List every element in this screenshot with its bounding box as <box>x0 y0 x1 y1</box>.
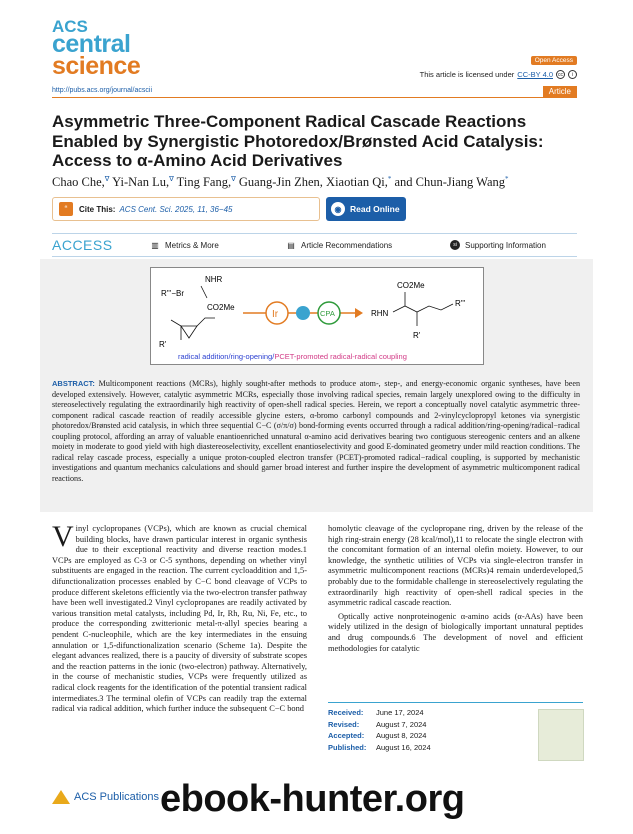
author[interactable]: and Chun-Jiang Wang <box>394 175 506 190</box>
toc-caption-part2: PCET-promoted radical-radical coupling <box>274 352 407 361</box>
metrics-label: Metrics & More <box>165 240 219 250</box>
access-label: ACCESS <box>52 237 113 253</box>
body-text: inyl cyclopropanes (VCPs), which are known as crucial chemical building blocks, have drawn particular interest in organic synthesis due to their exceptional reactivity and diverse reaction modes.1 VCPs are employed as C-3 or C-5 synthons, depending on whether vinyl substituents are engaged in the reaction. The current cycloaddition and 1,5-difunctionalization processes enabled by C−C bond cleavage of VCPs to produce different skeletons efficiently via the two-electron transfer pathway have been well investigated.2 Vinyl cyclopropanes are readily activated by various transition metal catalysts, including Pd, Ir, Rh, Ru, Ni, Fe, etc., to produce the corresponding zwitterionic metal-π-allyl species bearing a pendent C-nucleophile, which are the key intermediates in the ensuing annulation or 1,5-difunctionalization scenario (Scheme 1a). Despite the elegant advances realized, there is a paucity of diversity of substrate scopes and the reaction patterns in the ionic (two-electron) pathway. Alternatively, in the course of mechanistic studies, VCPs were frequently utilized as radical clock reagents for the identification of the potential transient radical intermediates.3 The terminal olefin of VCPs can readily trap the external radical via radical addition, which further induce the subsequent C−C bond <box>52 524 307 714</box>
cite-label: Cite This: <box>79 204 116 214</box>
url-bar <box>52 86 577 98</box>
author-mark: * <box>387 175 392 183</box>
cite-this-box[interactable] <box>52 197 320 221</box>
author-mark: ∇ <box>169 175 174 183</box>
by-icon: i <box>568 70 577 79</box>
si-icon: si <box>450 240 460 250</box>
supporting-info-label: Supporting Information <box>465 240 546 250</box>
body-column-right <box>328 524 583 654</box>
watermark: ebook-hunter.org <box>160 778 465 820</box>
supporting-info-link[interactable] <box>450 240 546 250</box>
bar-chart-icon: ▥ <box>151 240 159 250</box>
license-text: This article is licensed under <box>419 70 515 79</box>
author[interactable]: Ting Fang, <box>176 175 232 190</box>
body-paragraph: homolytic cleavage of the cyclopropane ring, driven by the release of the high ring-strain energy (28 kcal/mol),11 to relocate the single electron with the concomitant formation of an internal olefin moiety. However, to our knowledge, the synthetic utilities of VCPs via single-electron transfer in asymmetric multicomponent reactions (MCRs)4 remain underdeveloped,5 probably due to the formidable challenge in stereoselectively regulating the extraordinarily high reactivity of open-shell radical species in the asymmetric radical cascade reaction. <box>328 524 583 608</box>
acs-logo-icon <box>52 790 70 804</box>
author[interactable]: Yi-Nan Lu, <box>112 175 170 190</box>
citation-ref: ACS Cent. Sci. 2025, 11, 36−45 <box>119 204 233 214</box>
body-column-left <box>52 520 307 715</box>
date-label: Published: <box>328 742 367 752</box>
publisher-footer <box>52 790 159 804</box>
logo-line-acs: ACS <box>52 17 88 36</box>
reagent-bromide: R'''−Br <box>161 289 185 298</box>
read-online-icon: ◉ <box>331 202 345 216</box>
date-label: Received: <box>328 708 364 717</box>
toc-graphic <box>150 267 484 365</box>
recommendations-label: Article Recommendations <box>301 240 393 250</box>
cc-icon: cc <box>558 71 563 78</box>
author-mark: * <box>505 175 509 183</box>
date-value: August 16, 2024 <box>376 742 431 752</box>
toc-caption <box>178 352 407 361</box>
date-value: June 17, 2024 <box>376 708 424 717</box>
abstract <box>52 379 580 484</box>
author-mark: ∇ <box>104 175 110 183</box>
abstract-text: Multicomponent reactions (MCRs), highly sought-after methods to produce atom-, step-, and energy-economic organic syntheses, have been developed extensively. However, catalytic asymmetric MCRs, especially those involving radical species, remain largely unexplored owing to the difficulty in stereoselectively regulating the extraordinarily high reactivity of open-shell radical species. Herein, we report a conceptually novel catalytic asymmetric three-component radical cascade reaction of readily accessible glycine esters, α-bromo carbonyl compounds and 2-vinylcyclopropyl ketones via synergistic photoredox/Brønsted acid catalysis, in which three sequential C−C (σ/π/σ) bond-forming events occurred through a radical addition/ring-opening/radical−radical coupling protocol, affording an array of valuable enantioenriched unnatural α-amino acid derivatives bearing two contiguous stereogenic centers and an alkene moiety in moderate to good yield with high diastereoselectivity, excellent enantioselectivity and good E-dominated geometry under mild reaction conditions. The radical relay cascade process, especially a unique proton-coupled electron transfer (PCET)-promoted radical−radical coupling, is supported by mechanistic investigations and quantum mechanics calculations and should garner broad interest and further inspire the development of asymmetric multicomponent radical reactions. <box>52 379 580 483</box>
article-title: Asymmetric Three-Component Radical Cascade Reactions Enabled by Synergistic Photoredox/Brønsted Acid Catalysis: Access to α-Amino Acid Derivatives <box>52 112 544 170</box>
open-access-badge: Open Access <box>531 56 577 65</box>
body-paragraph <box>52 520 307 715</box>
ir-catalyst-label: Ir <box>272 309 279 320</box>
light-icon <box>296 306 310 320</box>
toc-caption-part1: radical addition/ring-opening/ <box>178 352 275 361</box>
metrics-link[interactable] <box>150 240 286 250</box>
cpa-catalyst-label: CPA <box>320 309 335 318</box>
reagent-ester: CO2Me <box>207 303 235 312</box>
product-r1: R' <box>413 331 421 340</box>
date-value: August 8, 2024 <box>376 731 427 740</box>
author[interactable]: Chao Che, <box>52 175 105 190</box>
license-line <box>420 70 577 79</box>
dropcap: V <box>52 520 74 553</box>
article-type-tag: Article <box>543 86 577 98</box>
body-paragraph: Optically active nonproteinogenic α-amino acids (α-AAs) have been widely utilized in the design of biologically important unnatural peptides and drug compounds.6 The development of novel and efficient methodologies for catalytic <box>328 611 583 653</box>
product-amine: RHN <box>371 309 389 318</box>
read-online-label: Read Online <box>350 204 400 214</box>
reagent-amine: NHR <box>205 275 223 284</box>
author-list <box>52 175 509 190</box>
author-mark: ∇ <box>231 175 236 183</box>
document-icon: ▤ <box>287 240 295 250</box>
date-label: Revised: <box>328 719 360 729</box>
quote-icon: “ <box>59 202 73 216</box>
issue-thumbnail[interactable] <box>538 709 584 761</box>
journal-logo <box>52 17 141 80</box>
author[interactable]: Guang-Jin Zhen, Xiaotian Qi, <box>238 175 388 190</box>
read-online-button[interactable] <box>326 197 406 221</box>
logo-line-central: central <box>52 30 131 59</box>
publisher-name: ACS Publications <box>74 791 159 803</box>
logo-line-science: science <box>52 51 141 80</box>
date-value: August 7, 2024 <box>376 719 427 729</box>
license-link[interactable]: CC-BY 4.0 <box>517 70 553 79</box>
abstract-label: ABSTRACT: <box>52 379 95 388</box>
product-r3: R''' <box>455 299 466 308</box>
product-ester: CO2Me <box>397 281 425 290</box>
recommendations-link[interactable] <box>286 240 450 250</box>
journal-url[interactable]: http://pubs.acs.org/journal/acscii <box>52 87 152 94</box>
date-label: Accepted: <box>328 731 365 740</box>
reagent-ketone-r: R' <box>159 340 167 349</box>
access-bar <box>52 233 577 257</box>
